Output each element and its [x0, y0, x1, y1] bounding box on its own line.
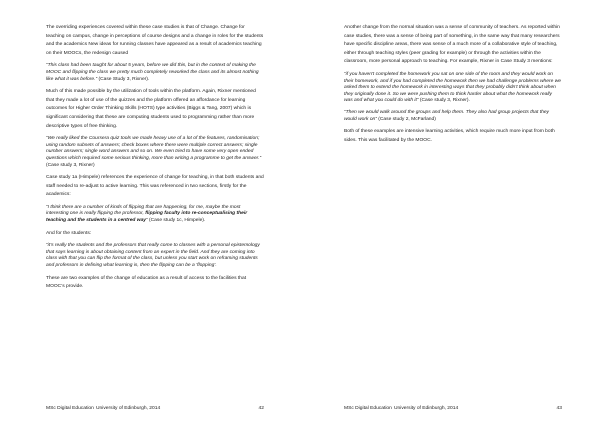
paragraph: Another change from the normal situation was a sense of community of teachers. As reported within case studies, there was a sense of being part of something, in the same way that many researchers have specific discipline areas, there was sense of a much more of a collaborative style of teaching, either through teaching styles (peer grading for example) or through the activities within the classroom, more personal approach to teaching. For example, Rixner in Case Study 3 mentions: [344, 25, 560, 65]
quote-bold-text: flipping faculty into re-conceptualising their teaching and the students in a centred way [46, 211, 248, 224]
quote-text: “This class had been taught for about 5 years, before we did this, but in the context of making the MOOC and flipping the class we pretty much completely reworked the class and its almost nothing like what it was before.” [46, 63, 259, 82]
block-quote [344, 72, 562, 105]
paragraph: Case study 1a (Himpele) references the experience of change for teaching, in that both students and staff needed to re-adjust to active learning. This was referenced in two sections, firstly for the academics: [46, 175, 264, 198]
footer-programme: MSc Digital Education [344, 406, 392, 411]
paragraph: Much of this made possible by the utilization of tools within the platform. Again, Rixner mentioned that they made a lot of use of the quizzes and the platform offered an affordance for learning outcomes for Higher Order Thinking Skills (HOTS) type activities (Biggs & Tang, 2007) which is significant considering that these are computing students used to programming rather than more descriptive types of free thinking. [46, 89, 256, 129]
block-quote [46, 205, 264, 225]
left-page-body [46, 24, 264, 292]
quote-citation: (Case study 1c, Himpele). [147, 218, 206, 224]
quote-text: “We really liked the Coursera quiz tools we made heavy use of a lot of the features, randomisation; using random subsets of answers; check boxes where there were multiple correct answers; single number answers; single word answers and so on. We even tried to have some very open ended questions which required some serious thinking, more than writing a programme to get the answer.” [46, 136, 262, 161]
quote-text: “Then we would walk around the groups and help them. They also had group projects that they would work on” [344, 109, 549, 122]
quote-text: “if you haven't completed the homework you sat on one side of the room and they would work on their homework, and if you had completed the homework then we had challenge problems where we asked them to extend the homework in interesting ways that they probably didn't think about when they originally done it. So we were pushing them to think harder about what the homework really was and what you could do with it” [344, 71, 561, 104]
footer-university: University of Edinburgh, 2014 [96, 406, 161, 411]
quote-text-end: ” [146, 218, 148, 224]
footer-university: University of Edinburgh, 2014 [394, 406, 459, 411]
footer-programme: MSc Digital Education [46, 406, 94, 411]
quote-citation: (Case study 3, Rixner). [418, 98, 470, 104]
right-page-body [344, 24, 562, 145]
quote-text: “I think there are a number of kinds of flipping that are happening, for me, maybe the most interesting one is really flipping the professor, [46, 204, 241, 217]
paragraph: The overriding experiences covered within these case studies is that of Change. Change for teaching on campus, change in perceptions of course designs and a change in roles for the students and the academics New ideas for running classes have appeared as a result of academics teaching on their MOOCs, the redesign caused [46, 25, 264, 56]
block-quote [46, 136, 264, 169]
right-page [300, 0, 600, 425]
quote-citation: (Case study 2, McFarland) [376, 116, 436, 122]
quote-citation: (Case Study 3, Rixner). [97, 76, 150, 82]
page-number: 42 [258, 406, 264, 411]
block-quote [46, 63, 264, 83]
quote-citation: (Case study 3, Rixner) [46, 162, 95, 168]
paragraph: These are two examples of the change of education as a result of access to the facilities that MOOC’s provide. [46, 275, 247, 290]
paragraph: Both of these examples are intensive learning activities, which require much more input from both sides. This was facilitated by the MOOC. [344, 129, 555, 143]
paragraph: And for the students: [46, 230, 92, 236]
block-quote [344, 110, 562, 123]
block-quote: “it’s really the students and the professors that really come to classes with a personal epistemology that says learning is about obtaining content from an expert in the field. And they are coming into class with that you can flip the format of the class, but unless you start work on reframing students and professors in defining what learning is, then the flipping can be a ‘flopping’. [46, 243, 260, 269]
page-number: 43 [556, 406, 562, 411]
